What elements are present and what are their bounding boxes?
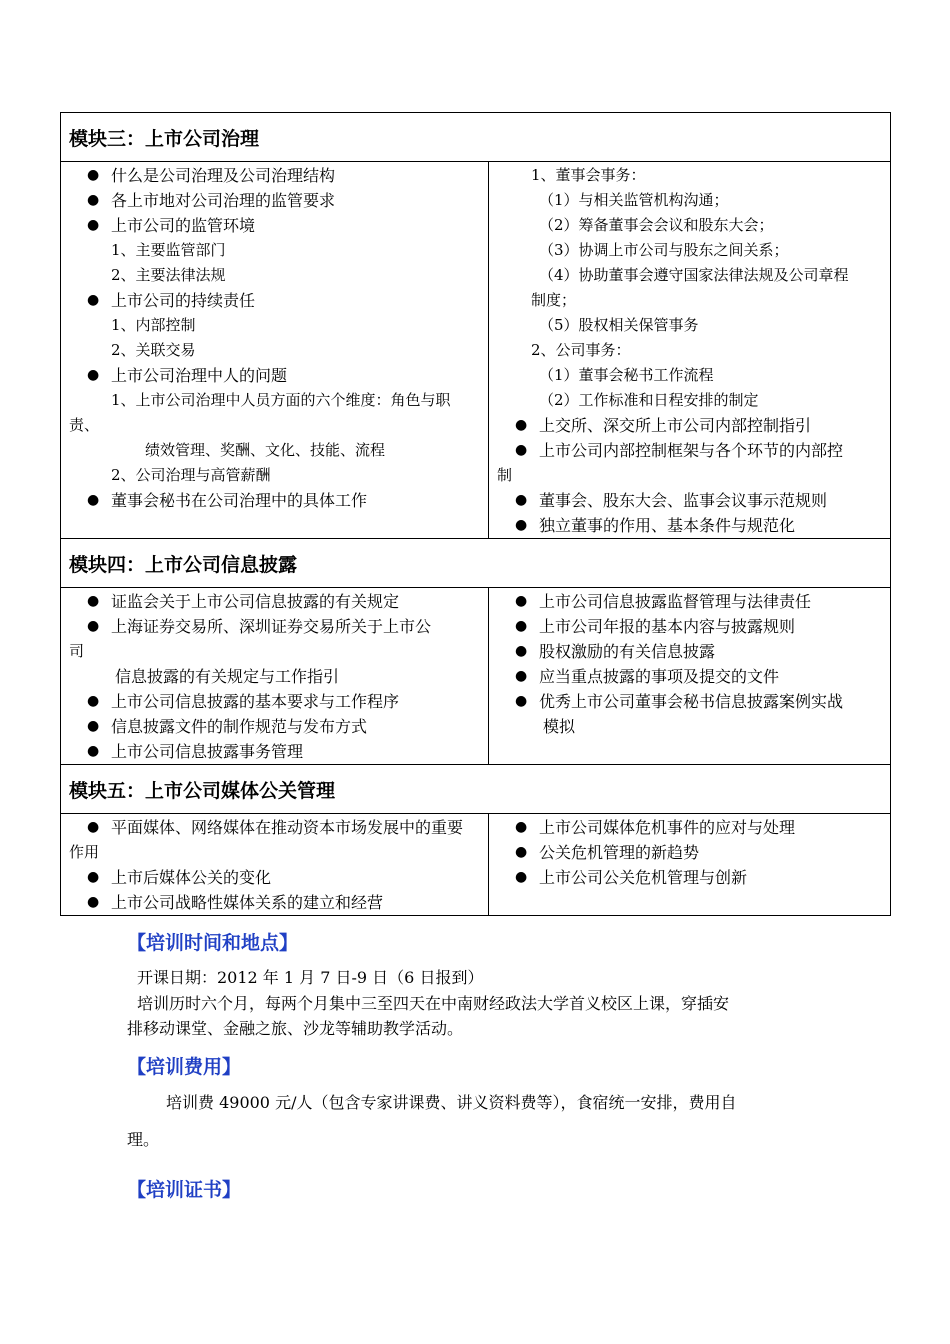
module5-left-cell	[61, 814, 489, 916]
module3-right-cell	[489, 162, 891, 539]
list-item: ● 上市公司的监管环境	[69, 213, 482, 238]
sub-item: （5）股权相关保管事务	[539, 316, 699, 334]
bullet-icon: ●	[87, 618, 100, 634]
bullet-icon: ●	[515, 869, 528, 885]
sub-item: （4）协助董事会遵守国家法律法规及公司章程	[539, 266, 849, 284]
list-item: ● 上交所、深交所上市公司内部控制指引	[497, 413, 884, 438]
list-item: ● 优秀上市公司董事会秘书信息披露案例实战	[497, 689, 884, 714]
list-item: ● 上市公司公关危机管理与创新	[497, 865, 884, 890]
bullet-icon: ●	[515, 517, 528, 533]
list-item: ● 上市公司治理中人的问题	[69, 363, 482, 388]
list-item: ● 平面媒体、网络媒体在推动资本市场发展中的重要	[69, 815, 482, 840]
list-item: ● 各上市地对公司治理的监管要求	[69, 188, 482, 213]
list-item: ● 上市公司信息披露事务管理	[69, 739, 482, 764]
sub-item-continuation: 绩效管理、奖酬、文化、技能、流程	[145, 441, 386, 459]
list-item: ● 什么是公司治理及公司治理结构	[69, 163, 482, 188]
list-item: ● 上市后媒体公关的变化	[69, 865, 482, 890]
bullet-icon: ●	[87, 367, 100, 383]
module4-title: 模块四：上市公司信息披露	[61, 539, 891, 588]
fee-text: 培训费 49000 元/人（包含专家讲课费、讲义资料费等），食宿统一安排，费用自	[166, 1093, 737, 1112]
list-item: ● 上市公司的持续责任	[69, 288, 482, 313]
list-item: ● 公关危机管理的新趋势	[497, 840, 884, 865]
list-item: ● 上市公司内部控制框架与各个环节的内部控	[497, 438, 884, 463]
list-item-continuation: 制	[497, 466, 513, 484]
bullet-icon: ●	[515, 492, 528, 508]
module5-title: 模块五：上市公司媒体公关管理	[61, 765, 891, 814]
bullet-icon: ●	[515, 442, 528, 458]
bullet-icon: ●	[515, 819, 528, 835]
list-item-continuation: 作用	[69, 843, 100, 861]
sub-item: （1）董事会秘书工作流程	[539, 366, 714, 384]
section-title-certificate: 【培训证书】	[127, 1179, 242, 1201]
sub-item-continuation: 制度；	[531, 291, 577, 309]
bullet-icon: ●	[515, 668, 528, 684]
bullet-icon: ●	[515, 417, 528, 433]
bullet-icon: ●	[87, 217, 100, 233]
list-item: ● 上海证券交易所、深圳证券交易所关于上市公	[69, 614, 482, 639]
fee-text-continued: 理。	[127, 1130, 160, 1149]
list-item: ● 上市公司信息披露监督管理与法律责任	[497, 589, 884, 614]
sub-item: （2）筹备董事会会议和股东大会；	[539, 216, 774, 234]
list-item-continuation: 信息披露的有关规定与工作指引	[115, 667, 340, 686]
bullet-icon: ●	[515, 643, 528, 659]
module4-right-cell	[489, 588, 891, 765]
sub-heading: 2、公司事务：	[531, 341, 631, 359]
list-item: ● 上市公司战略性媒体关系的建立和经营	[69, 890, 482, 915]
schedule-text-continued: 排移动课堂、金融之旅、沙龙等辅助教学活动。	[127, 1019, 464, 1038]
sub-item: （2）工作标准和日程安排的制定	[539, 391, 759, 409]
sub-item: （1）与相关监管机构沟通；	[539, 191, 729, 209]
module5-right-cell	[489, 814, 891, 916]
bullet-icon: ●	[87, 292, 100, 308]
list-item-continuation: 模拟	[543, 717, 576, 736]
sub-item: 1、内部控制	[111, 316, 196, 334]
bullet-icon: ●	[87, 693, 100, 709]
course-modules-table	[60, 112, 891, 916]
section-title-time-place: 【培训时间和地点】	[127, 932, 299, 954]
bullet-icon: ●	[87, 894, 100, 910]
bullet-icon: ●	[515, 844, 528, 860]
sub-item: 2、主要法律法规	[111, 266, 226, 284]
bullet-icon: ●	[515, 593, 528, 609]
bullet-icon: ●	[515, 693, 528, 709]
list-item: ● 上市公司信息披露的基本要求与工作程序	[69, 689, 482, 714]
bullet-icon: ●	[87, 718, 100, 734]
bullet-icon: ●	[87, 743, 100, 759]
list-item: ● 应当重点披露的事项及提交的文件	[497, 664, 884, 689]
list-item: ● 董事会秘书在公司治理中的具体工作	[69, 488, 482, 513]
sub-item: 1、主要监管部门	[111, 241, 226, 259]
list-item: ● 信息披露文件的制作规范与发布方式	[69, 714, 482, 739]
section-title-fee: 【培训费用】	[127, 1056, 242, 1078]
sub-item: 1、上市公司治理中人员方面的六个维度：角色与职	[111, 391, 451, 409]
bullet-icon: ●	[87, 869, 100, 885]
sub-heading: 1、董事会事务：	[531, 166, 646, 184]
schedule-text: 培训历时六个月，每两个月集中三至四天在中南财经政法大学首义校区上课，穿插安	[137, 994, 730, 1013]
module3-title: 模块三：上市公司治理	[61, 113, 891, 162]
module3-left-cell	[61, 162, 489, 539]
module4-left-cell	[61, 588, 489, 765]
sub-item: （3）协调上市公司与股东之间关系；	[539, 241, 789, 259]
list-item: ● 上市公司年报的基本内容与披露规则	[497, 614, 884, 639]
start-date-text: 开课日期：2012 年 1 月 7 日-9 日（6 日报到）	[137, 968, 484, 987]
sub-item: 2、关联交易	[111, 341, 196, 359]
bullet-icon: ●	[87, 192, 100, 208]
bullet-icon: ●	[87, 167, 100, 183]
bullet-icon: ●	[87, 492, 100, 508]
bullet-icon: ●	[515, 618, 528, 634]
list-item: ● 董事会、股东大会、监事会议事示范规则	[497, 488, 884, 513]
list-item: ● 证监会关于上市公司信息披露的有关规定	[69, 589, 482, 614]
list-item-continuation: 司	[69, 642, 85, 660]
list-item: ● 独立董事的作用、基本条件与规范化	[497, 513, 884, 538]
bullet-icon: ●	[87, 593, 100, 609]
bullet-icon: ●	[87, 819, 100, 835]
list-item: ● 股权激励的有关信息披露	[497, 639, 884, 664]
sub-item: 2、公司治理与高管薪酬	[111, 466, 271, 484]
sub-item-continuation: 责、	[69, 416, 100, 434]
list-item: ● 上市公司媒体危机事件的应对与处理	[497, 815, 884, 840]
